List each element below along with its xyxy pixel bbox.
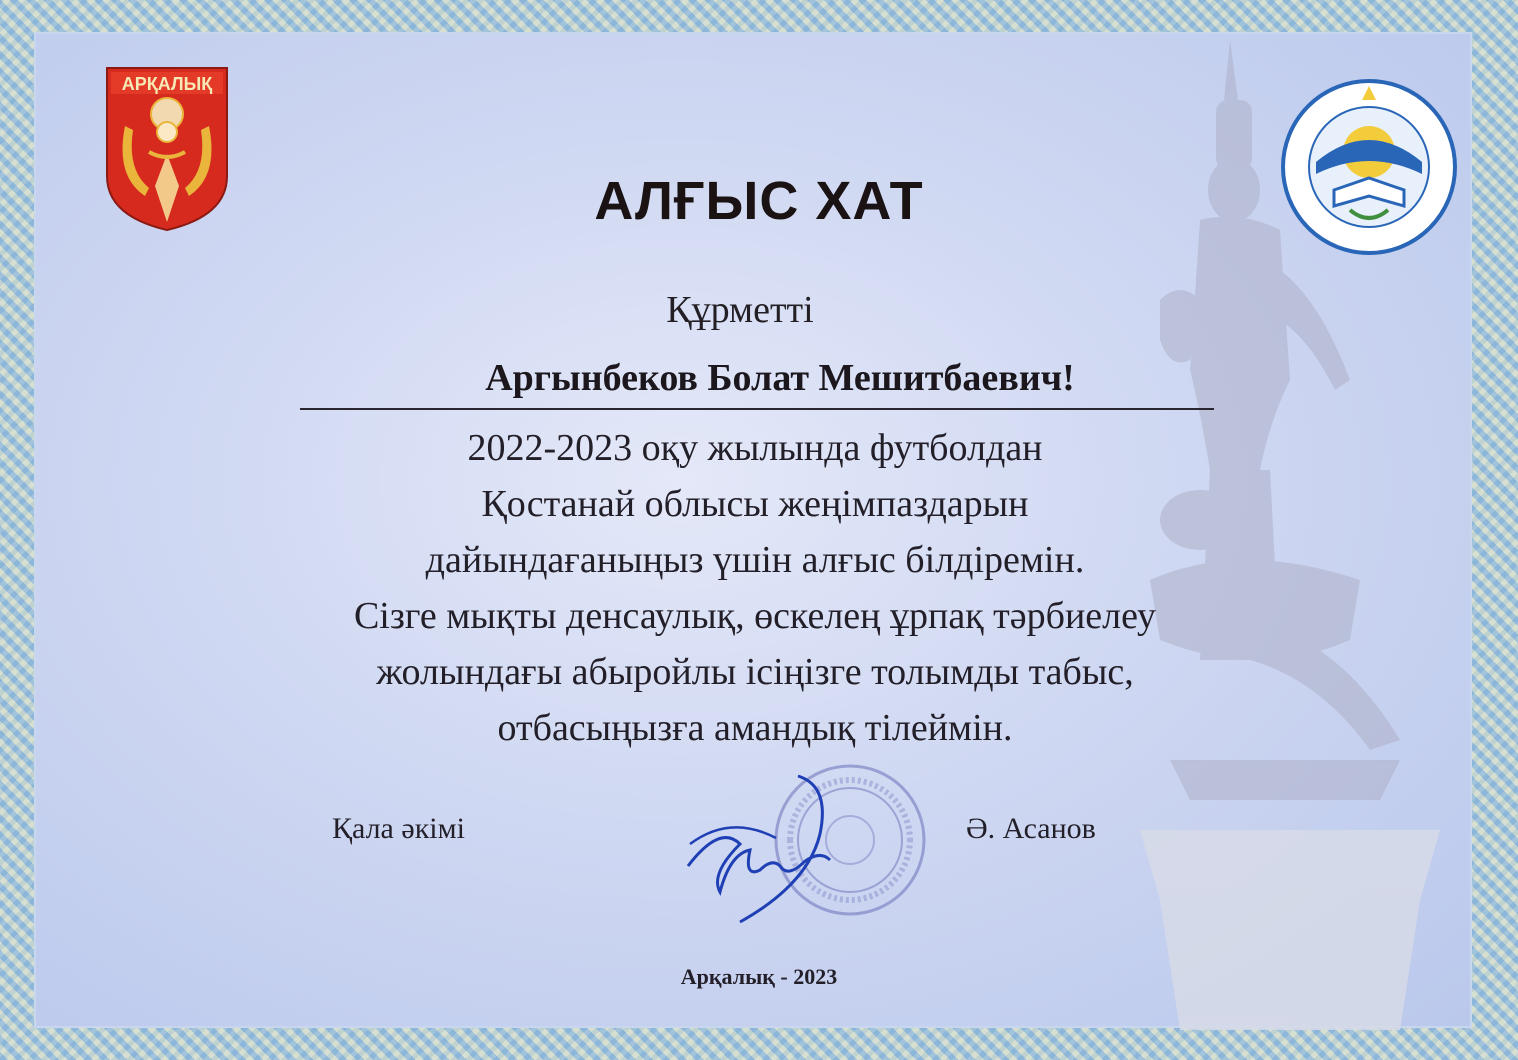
body-line: отбасыңызға амандық тілеймін. <box>497 707 1013 749</box>
gratitude-text <box>200 420 1310 756</box>
body-line: Қостанай облысы жеңімпаздарын <box>481 483 1029 525</box>
certificate-title: АЛҒЫС ХАТ <box>594 171 924 231</box>
body-line: дайындағаныңыз үшін алғыс білдіремін. <box>425 539 1085 581</box>
signatory-title: Қала әкімі <box>332 812 465 845</box>
body-line: жолындағы абыройлы ісіңізге толымды табыс, <box>376 651 1134 693</box>
signatory-name: Ә. Асанов <box>966 812 1096 845</box>
recipient-underline <box>300 408 1214 410</box>
handwritten-signature <box>680 774 870 924</box>
body-line: Сізге мықты денсаулық, өскелең ұрпақ тәрбиелеу <box>353 595 1157 637</box>
salutation: Құрметті <box>666 289 814 331</box>
recipient-name: Аргынбеков Болат Мешитбаевич! <box>485 357 1075 399</box>
svg-text:АРҚАЛЫҚ: АРҚАЛЫҚ <box>121 74 213 94</box>
place-and-year: Арқалық - 2023 <box>680 964 838 989</box>
body-line: 2022-2023 оқу жылында футболдан <box>467 427 1043 469</box>
